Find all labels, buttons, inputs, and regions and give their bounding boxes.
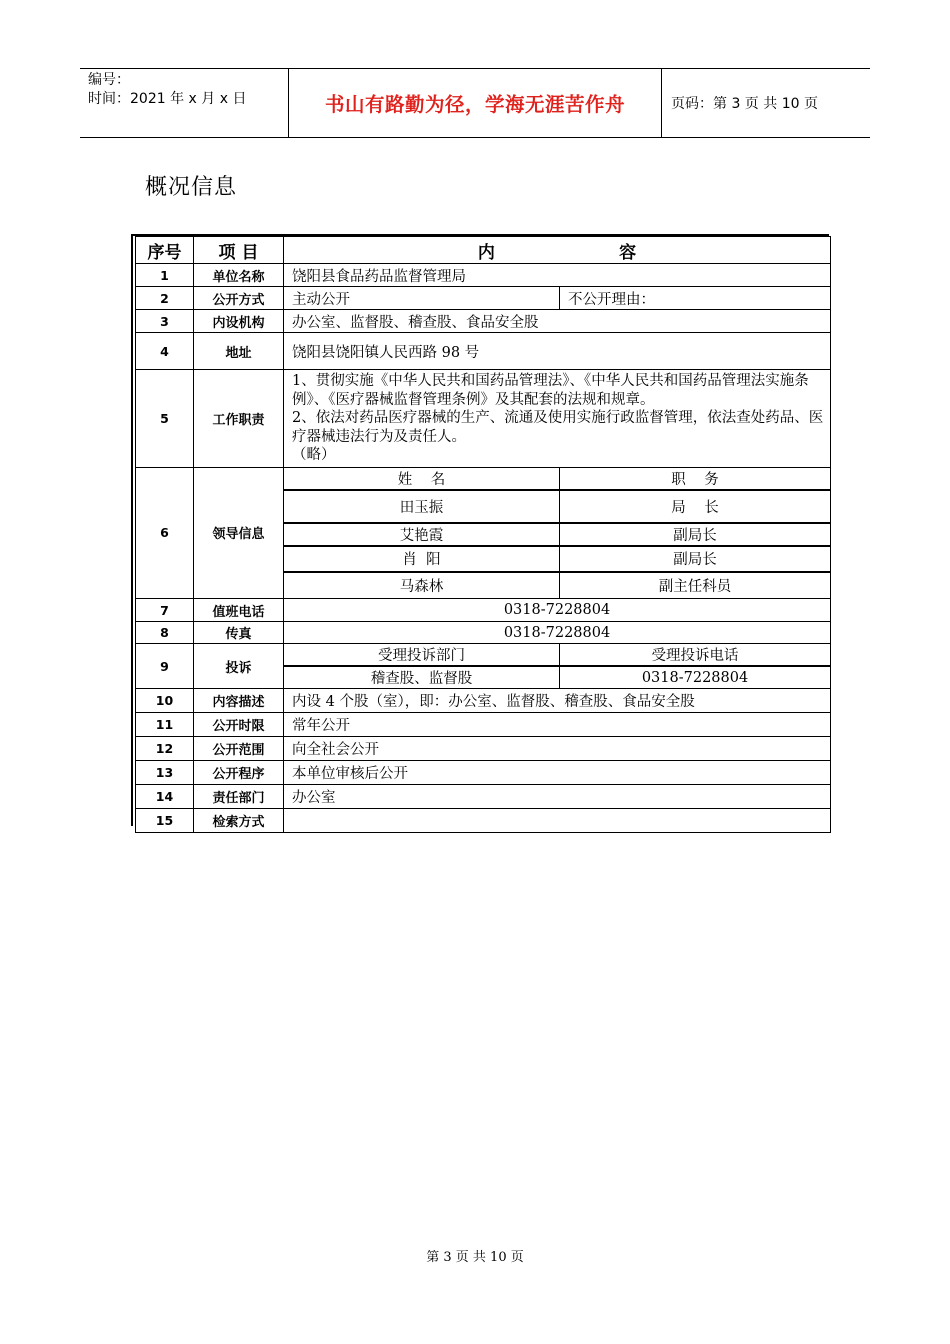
- row-value: 0318-7228804: [284, 599, 831, 622]
- row-value: 主动公开: [284, 287, 560, 310]
- row-value: 饶阳县饶阳镇人民西路 98 号: [284, 333, 831, 370]
- overview-table: [131, 234, 829, 830]
- duties-cell: [284, 370, 831, 468]
- row-number: 13: [136, 761, 194, 785]
- complaint-col-dept: 受理投诉部门: [284, 644, 560, 667]
- leader-name: 肖 阳: [284, 546, 560, 572]
- row-item: 检索方式: [194, 809, 284, 833]
- row-item: 内容描述: [194, 689, 284, 713]
- header-meta: [80, 69, 289, 137]
- row-value: [284, 809, 831, 833]
- header-content: 内 容: [284, 237, 831, 264]
- header-page-info: 页码：第 3 页 共 10 页: [671, 96, 818, 112]
- row-value: 0318-7228804: [284, 622, 831, 644]
- row-item: 工作职责: [194, 370, 284, 468]
- row-value: 常年公开: [284, 713, 831, 737]
- table-row: [136, 689, 831, 713]
- section-title: 概况信息: [145, 175, 238, 200]
- leader-col-title: 职 务: [560, 467, 831, 490]
- row-value: 办公室、监督股、稽查股、食品安全股: [284, 310, 831, 333]
- page-footer: 第 3 页 共 10 页: [426, 1250, 524, 1265]
- table-row: [136, 599, 831, 622]
- row-number: 1: [136, 264, 194, 287]
- row-number: 7: [136, 599, 194, 622]
- row-item: 地址: [194, 333, 284, 370]
- leader-title: 副局长: [560, 523, 831, 546]
- row-number: 6: [136, 467, 194, 599]
- row-value: 办公室: [284, 785, 831, 809]
- leader-name: 艾艳霞: [284, 523, 560, 546]
- row-item: 传真: [194, 622, 284, 644]
- header-num: 序号: [136, 237, 194, 264]
- row-item: 公开范围: [194, 737, 284, 761]
- row-number: 12: [136, 737, 194, 761]
- leader-col-name: 姓 名: [284, 467, 560, 490]
- row-value: 向全社会公开: [284, 737, 831, 761]
- duty-line: 1、贯彻实施《中华人民共和国药品管理法》、《中华人民共和国药品管理法实施条例》、《医疗器械监督管理条例》及其配套的法规和规章。: [292, 373, 809, 408]
- row-item: 公开程序: [194, 761, 284, 785]
- table-row: [136, 761, 831, 785]
- row-number: 8: [136, 622, 194, 644]
- time-label: 时间：2021 年 x 月 x 日: [88, 91, 247, 107]
- row-number: 4: [136, 333, 194, 370]
- row-value: 饶阳县食品药品监督管理局: [284, 264, 831, 287]
- leader-header-row: [136, 467, 831, 490]
- header-motto: 书山有路勤为径，学海无涯苦作舟: [289, 69, 662, 137]
- leader-name: 田玉振: [284, 490, 560, 523]
- complaint-col-phone: 受理投诉电话: [560, 644, 831, 667]
- table-row: [136, 264, 831, 287]
- row-value: 内设 4 个股（室），即：办公室、监督股、稽查股、食品安全股: [284, 689, 831, 713]
- page-header: [80, 68, 870, 138]
- leader-title: 副主任科员: [560, 572, 831, 599]
- table-row: [136, 809, 831, 833]
- row-number: 3: [136, 310, 194, 333]
- duty-line: 2、依法对药品医疗器械的生产、流通及使用实施行政监督管理，依法查处药品、医疗器械违法行为及责任人。: [292, 410, 824, 445]
- row-value-secondary: 不公开理由：: [560, 287, 831, 310]
- complaint-header-row: [136, 644, 831, 667]
- header-item: 项 目: [194, 237, 284, 264]
- row-item: 责任部门: [194, 785, 284, 809]
- duty-line: （略）: [292, 447, 336, 463]
- leader-name: 马森林: [284, 572, 560, 599]
- row-number: 14: [136, 785, 194, 809]
- row-number: 2: [136, 287, 194, 310]
- row-item: 投诉: [194, 644, 284, 689]
- row-number: 10: [136, 689, 194, 713]
- row-number: 9: [136, 644, 194, 689]
- number-label: 编号：: [88, 72, 130, 88]
- leader-title: 副局长: [560, 546, 831, 572]
- row-item: 领导信息: [194, 467, 284, 599]
- row-item: 单位名称: [194, 264, 284, 287]
- row-item: 值班电话: [194, 599, 284, 622]
- table-row: [136, 713, 831, 737]
- row-number: 5: [136, 370, 194, 468]
- table-row: [136, 370, 831, 468]
- table-row: [136, 287, 831, 310]
- leader-title: 局 长: [560, 490, 831, 523]
- table-row: [136, 333, 831, 370]
- table-header-row: [136, 237, 831, 264]
- table-row: [136, 737, 831, 761]
- row-item: 公开时限: [194, 713, 284, 737]
- row-number: 11: [136, 713, 194, 737]
- complaint-dept: 稽查股、监督股: [284, 666, 560, 689]
- complaint-phone: 0318-7228804: [560, 666, 831, 689]
- table-row: [136, 622, 831, 644]
- table-row: [136, 785, 831, 809]
- table-row: [136, 310, 831, 333]
- row-item: 内设机构: [194, 310, 284, 333]
- row-item: 公开方式: [194, 287, 284, 310]
- row-number: 15: [136, 809, 194, 833]
- row-value: 本单位审核后公开: [284, 761, 831, 785]
